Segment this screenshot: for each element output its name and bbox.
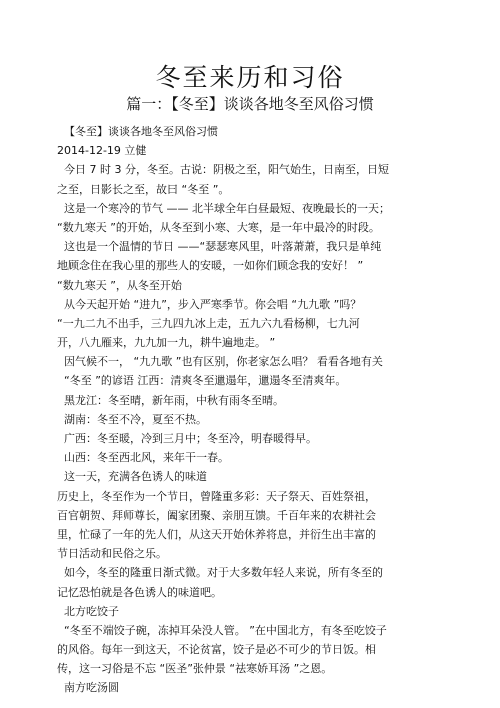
text-line: 今日 7 时 3 分，冬至。古说：阴极之至，阳气始生，日南至，日短 — [64, 163, 389, 177]
text-line: 广西：冬至暖，冷到三月中；冬至冷，明春暖得早。 — [64, 432, 317, 445]
text-line: 里，忙碌了一年的先人们，从这天开始休养将息，并衍生出丰富的 — [57, 527, 376, 541]
text-line: 百官朝贺、拜师尊长，阖家团聚、亲朋互馈。千百年来的农耕社会 — [57, 508, 376, 522]
document-title: 冬至来历和习俗 — [155, 63, 345, 92]
text-line: 地顾念住在我心里的那些人的安暖，一如你们顾念我的安好！ ” — [57, 259, 364, 273]
document-subtitle: 篇一：【冬至】谈谈各地冬至风俗习惯 — [126, 95, 374, 113]
section-heading: “数九寒天 ”，从冬至开始 — [57, 278, 182, 292]
text-line: 历史上，冬至作为一个节日，曾隆重多彩：天子祭天、百姓祭祖， — [57, 489, 376, 503]
article-date-author: 2014-12-19 立健 — [57, 144, 147, 158]
section-heading: 北方吃饺子 — [64, 604, 119, 618]
text-line: 从今天起开始 “进九”，步入严寒季节。你会唱 “九九歌 ”吗？ — [64, 297, 362, 311]
article-body — [57, 122, 477, 698]
text-line: 这也是一个温情的节日 ——“瑟瑟寒风里，叶落萧萧，我只是单纯 — [64, 240, 382, 254]
text-line: 之至，日影长之至，故曰 “冬至 ”。 — [57, 182, 230, 196]
text-line: 因气候不一， “九九歌 ”也有区别，你老家怎么唱？ 看看各地有关 — [64, 355, 383, 369]
text-line: 山西：冬至西北风，来年干一春。 — [64, 451, 229, 465]
text-line: “冬至不端饺子碗，冻掉耳朵没人管。 ”在中国北方，有冬至吃饺子 — [64, 623, 387, 637]
text-line: 的风俗。每年一到这天，不论贫富，饺子是必不可少的节日饭。相 — [57, 643, 376, 657]
text-line: 这是一个寒冷的节气 —— 北半球全年白昼最短、夜晚最长的一天； — [64, 201, 390, 215]
text-line: “数九寒天 ”的开始，从冬至到小寒、大寒，是一年中最冷的时段。 — [57, 220, 380, 234]
text-line: 湖南：冬至不冷，夏至不热。 — [64, 412, 207, 426]
text-line: 传，这一习俗是不忘 “医圣”张仲景 “祛寒娇耳汤 ”之恩。 — [57, 662, 333, 676]
article-heading: 【冬至】谈谈各地冬至风俗习惯 — [64, 125, 218, 138]
section-heading: 南方吃汤圆 — [64, 681, 119, 695]
section-heading: 这一天，充满各色诱人的味道 — [64, 470, 207, 484]
text-line: 记忆恐怕就是各色诱人的味道吧。 — [57, 585, 222, 599]
text-line: 开，八九雁来，九九加一九，耕牛遍地走。 ” — [57, 336, 276, 350]
text-line: 如今，冬至的隆重日渐式微。对于大多数年轻人来说，所有冬至的 — [64, 566, 383, 580]
text-line: “一九二九不出手，三九四九冰上走，五九六九看杨柳，七九河 — [57, 316, 360, 330]
text-line: 节日活动和民俗之乐。 — [57, 547, 167, 561]
text-line: “冬至 ”的谚语 江西：清爽冬至邋遢年，邋遢冬至清爽年。 — [64, 374, 347, 388]
text-line: 黑龙江：冬至晴，新年雨，中秋有雨冬至晴。 — [64, 393, 284, 407]
